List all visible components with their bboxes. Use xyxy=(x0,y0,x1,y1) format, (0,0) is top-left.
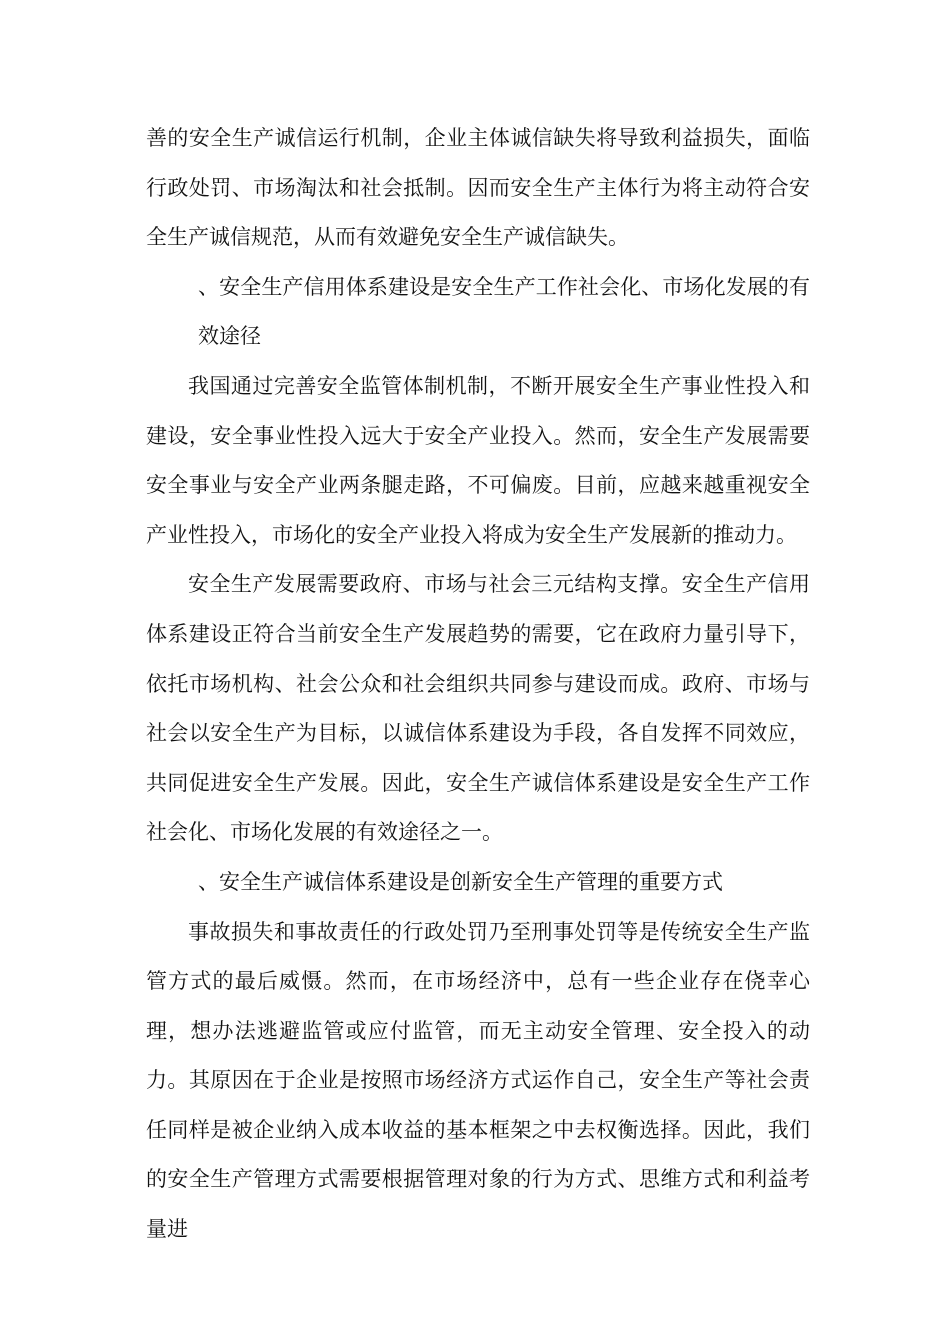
paragraph-body: 安全生产发展需要政府、市场与社会三元结构支撑。安全生产信用体系建设正符合当前安全生产发展趋势的需要，它在政府力量引导下，依托市场机构、社会公众和社会组织共同参与建设而成。政府、市场与社会以安全生产为目标，以诚信体系建设为手段，各自发挥不同效应，共同促进安全生产发展。因此，安全生产诚信体系建设是安全生产工作社会化、市场化发展的有效途径之一。 xyxy=(146,572,810,845)
paragraph-continued: 善的安全生产诚信运行机制，企业主体诚信缺失将导致利益损失，面临行政处罚、市场淘汰和社会抵制。因而安全生产主体行为将主动符合安全生产诚信规范，从而有效避免安全生产诚信缺失。 xyxy=(146,126,810,250)
section-heading-credit-system: 、安全生产信用体系建设是安全生产工作社会化、市场化发展的有效途径 xyxy=(198,274,810,349)
section-heading-management-innovation: 、安全生产诚信体系建设是创新安全生产管理的重要方式 xyxy=(198,869,723,894)
paragraph-body: 我国通过完善安全监管体制机制，不断开展安全生产事业性投入和建设，安全事业性投入远大于安全产业投入。然而，安全生产发展需要安全事业与安全产业两条腿走路，不可偏废。目前，应越来越重视安全产业性投入，市场化的安全产业投入将成为安全生产发展新的推动力。 xyxy=(146,373,810,547)
document-body xyxy=(146,114,810,1255)
paragraph-body: 事故损失和事故责任的行政处罚乃至刑事处罚等是传统安全生产监管方式的最后威慑。然而，在市场经济中，总有一些企业存在侥幸心理，想办法逃避监管或应付监管，而无主动安全管理、安全投入的动力。其原因在于企业是按照市场经济方式运作自己，安全生产等社会责任同样是被企业纳入成本收益的基本框架之中去权衡选择。因此，我们的安全生产管理方式需要根据管理对象的行为方式、思维方式和利益考量进 xyxy=(146,919,810,1242)
